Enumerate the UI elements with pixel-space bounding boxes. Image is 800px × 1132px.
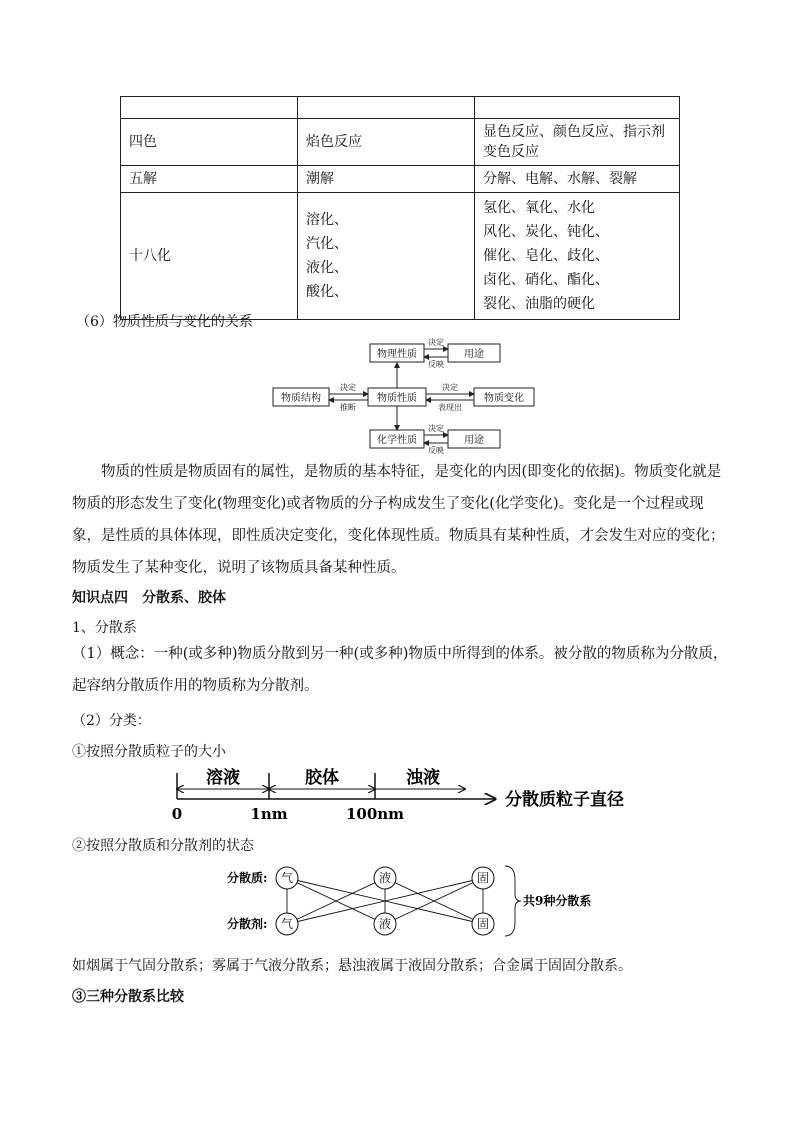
paragraph: 物质的性质是物质固有的属性，是物质的基本特征，是变化的内因(即变化的依据)。物质变化就是物质的形态发生了变化(物理变化)或者物质的分子构成发生了变化(化学变化)。变化是一个过程或现象，是性质的具体体现，即性质决定变化，变化体现性质。物质具有某种性质，才会发生对应的变化；物质发生了某种变化，说明了该物质具备某种性质。: [72, 464, 725, 576]
table-cell: 十八化: [121, 193, 298, 320]
particle-size-axis: [165, 763, 645, 823]
cell-line: 显色反应、颜色反应、指示剂: [483, 124, 665, 140]
use-label: 用途: [464, 349, 484, 360]
cell-line: 变色反应: [483, 144, 539, 160]
chem-label: 化学性质: [377, 435, 417, 446]
table-cell: 潮解: [298, 166, 475, 193]
table-cell: 四色: [121, 119, 298, 166]
info-table: [120, 96, 680, 320]
gas-node: 气: [280, 917, 294, 931]
table-cell: [121, 97, 298, 119]
table-row: [121, 97, 680, 119]
change-label: 物质变化: [484, 393, 524, 404]
tick-label: 1nm: [250, 805, 288, 823]
liquid-node: 液: [378, 917, 392, 931]
subheading: （2）分类：: [72, 713, 151, 729]
solid-node: 固: [476, 917, 490, 931]
tick-label: 100nm: [345, 805, 405, 823]
knowledge-point-heading: 知识点四 分散系、胶体: [72, 590, 226, 606]
manifest-label: 表现出: [438, 403, 462, 412]
colloid-label: 胶体: [305, 768, 339, 788]
concept-paragraph: （1）概念：一种(或多种)物质分散到另一种(或多种)物质中所得到的体系。被分散的物质称为分散质，起容纳分散质作用的物质称为分散剂。: [72, 646, 728, 694]
dispersoid-label: 分散质:: [227, 871, 268, 885]
subheading: ②按照分散质和分散剂的状态: [72, 838, 254, 854]
suspension-label: 浊液: [406, 768, 440, 788]
property-change-diagram: [270, 336, 540, 454]
table-cell: [475, 97, 680, 119]
total-label: 共9种分散系: [523, 894, 592, 908]
table-cell: 分解、电解、水解、裂解: [475, 166, 680, 193]
dispersion-state-diagram: [225, 860, 595, 942]
solid-node: 固: [476, 871, 490, 885]
table-cell: [475, 193, 680, 320]
tick-label: 0: [171, 805, 183, 823]
cell-line: 裂化、油脂的硬化: [483, 296, 595, 312]
liquid-node: 液: [378, 871, 392, 885]
section-heading: （6）物质性质与变化的关系: [76, 314, 253, 330]
table-row: [121, 119, 680, 166]
examples-text: 如烟属于气固分散系；雾属于气液分散系；悬浊液属于液固分散系；合金属于固固分散系。: [72, 958, 632, 974]
decide-label: 决定: [442, 383, 458, 392]
dispersant-label: 分散剂:: [227, 917, 268, 931]
cell-line: 液化、: [306, 260, 348, 276]
subheading: 1、分散系: [72, 620, 137, 636]
infer-label: 推断: [340, 403, 356, 412]
subheading: ③三种分散系比较: [72, 989, 184, 1005]
solution-label: 溶液: [206, 768, 240, 788]
cell-line: 卤化、硝化、酯化、: [483, 272, 609, 288]
struct-label: 物质结构: [281, 393, 321, 404]
reflect-label: 反映: [428, 360, 444, 369]
cell-line: 汽化、: [306, 236, 348, 252]
decide-label: 决定: [340, 383, 356, 392]
cell-line: 酸化、: [306, 284, 348, 300]
subheading: ①按照分散质粒子的大小: [72, 744, 226, 760]
decide-label: 决定: [428, 424, 444, 433]
phys-label: 物理性质: [377, 349, 417, 360]
table-cell: [298, 193, 475, 320]
table-row: [121, 166, 680, 193]
table-cell: [298, 97, 475, 119]
cell-line: 氢化、氧化、水化: [483, 200, 595, 216]
cell-line: 风化、炭化、钝化、: [483, 224, 609, 240]
decide-label: 决定: [428, 338, 444, 347]
use2-label: 用途: [464, 435, 484, 446]
axis-title: 分散质粒子直径: [505, 790, 624, 810]
reflect-label: 反映: [428, 446, 444, 454]
gas-node: 气: [280, 871, 294, 885]
prop-label: 物质性质: [377, 393, 417, 404]
cell-line: 催化、皂化、歧化、: [483, 248, 609, 264]
table-cell: 五解: [121, 166, 298, 193]
table-row: [121, 193, 680, 320]
table-cell: [475, 119, 680, 166]
table-cell: 焰色反应: [298, 119, 475, 166]
cell-line: 溶化、: [306, 212, 348, 228]
